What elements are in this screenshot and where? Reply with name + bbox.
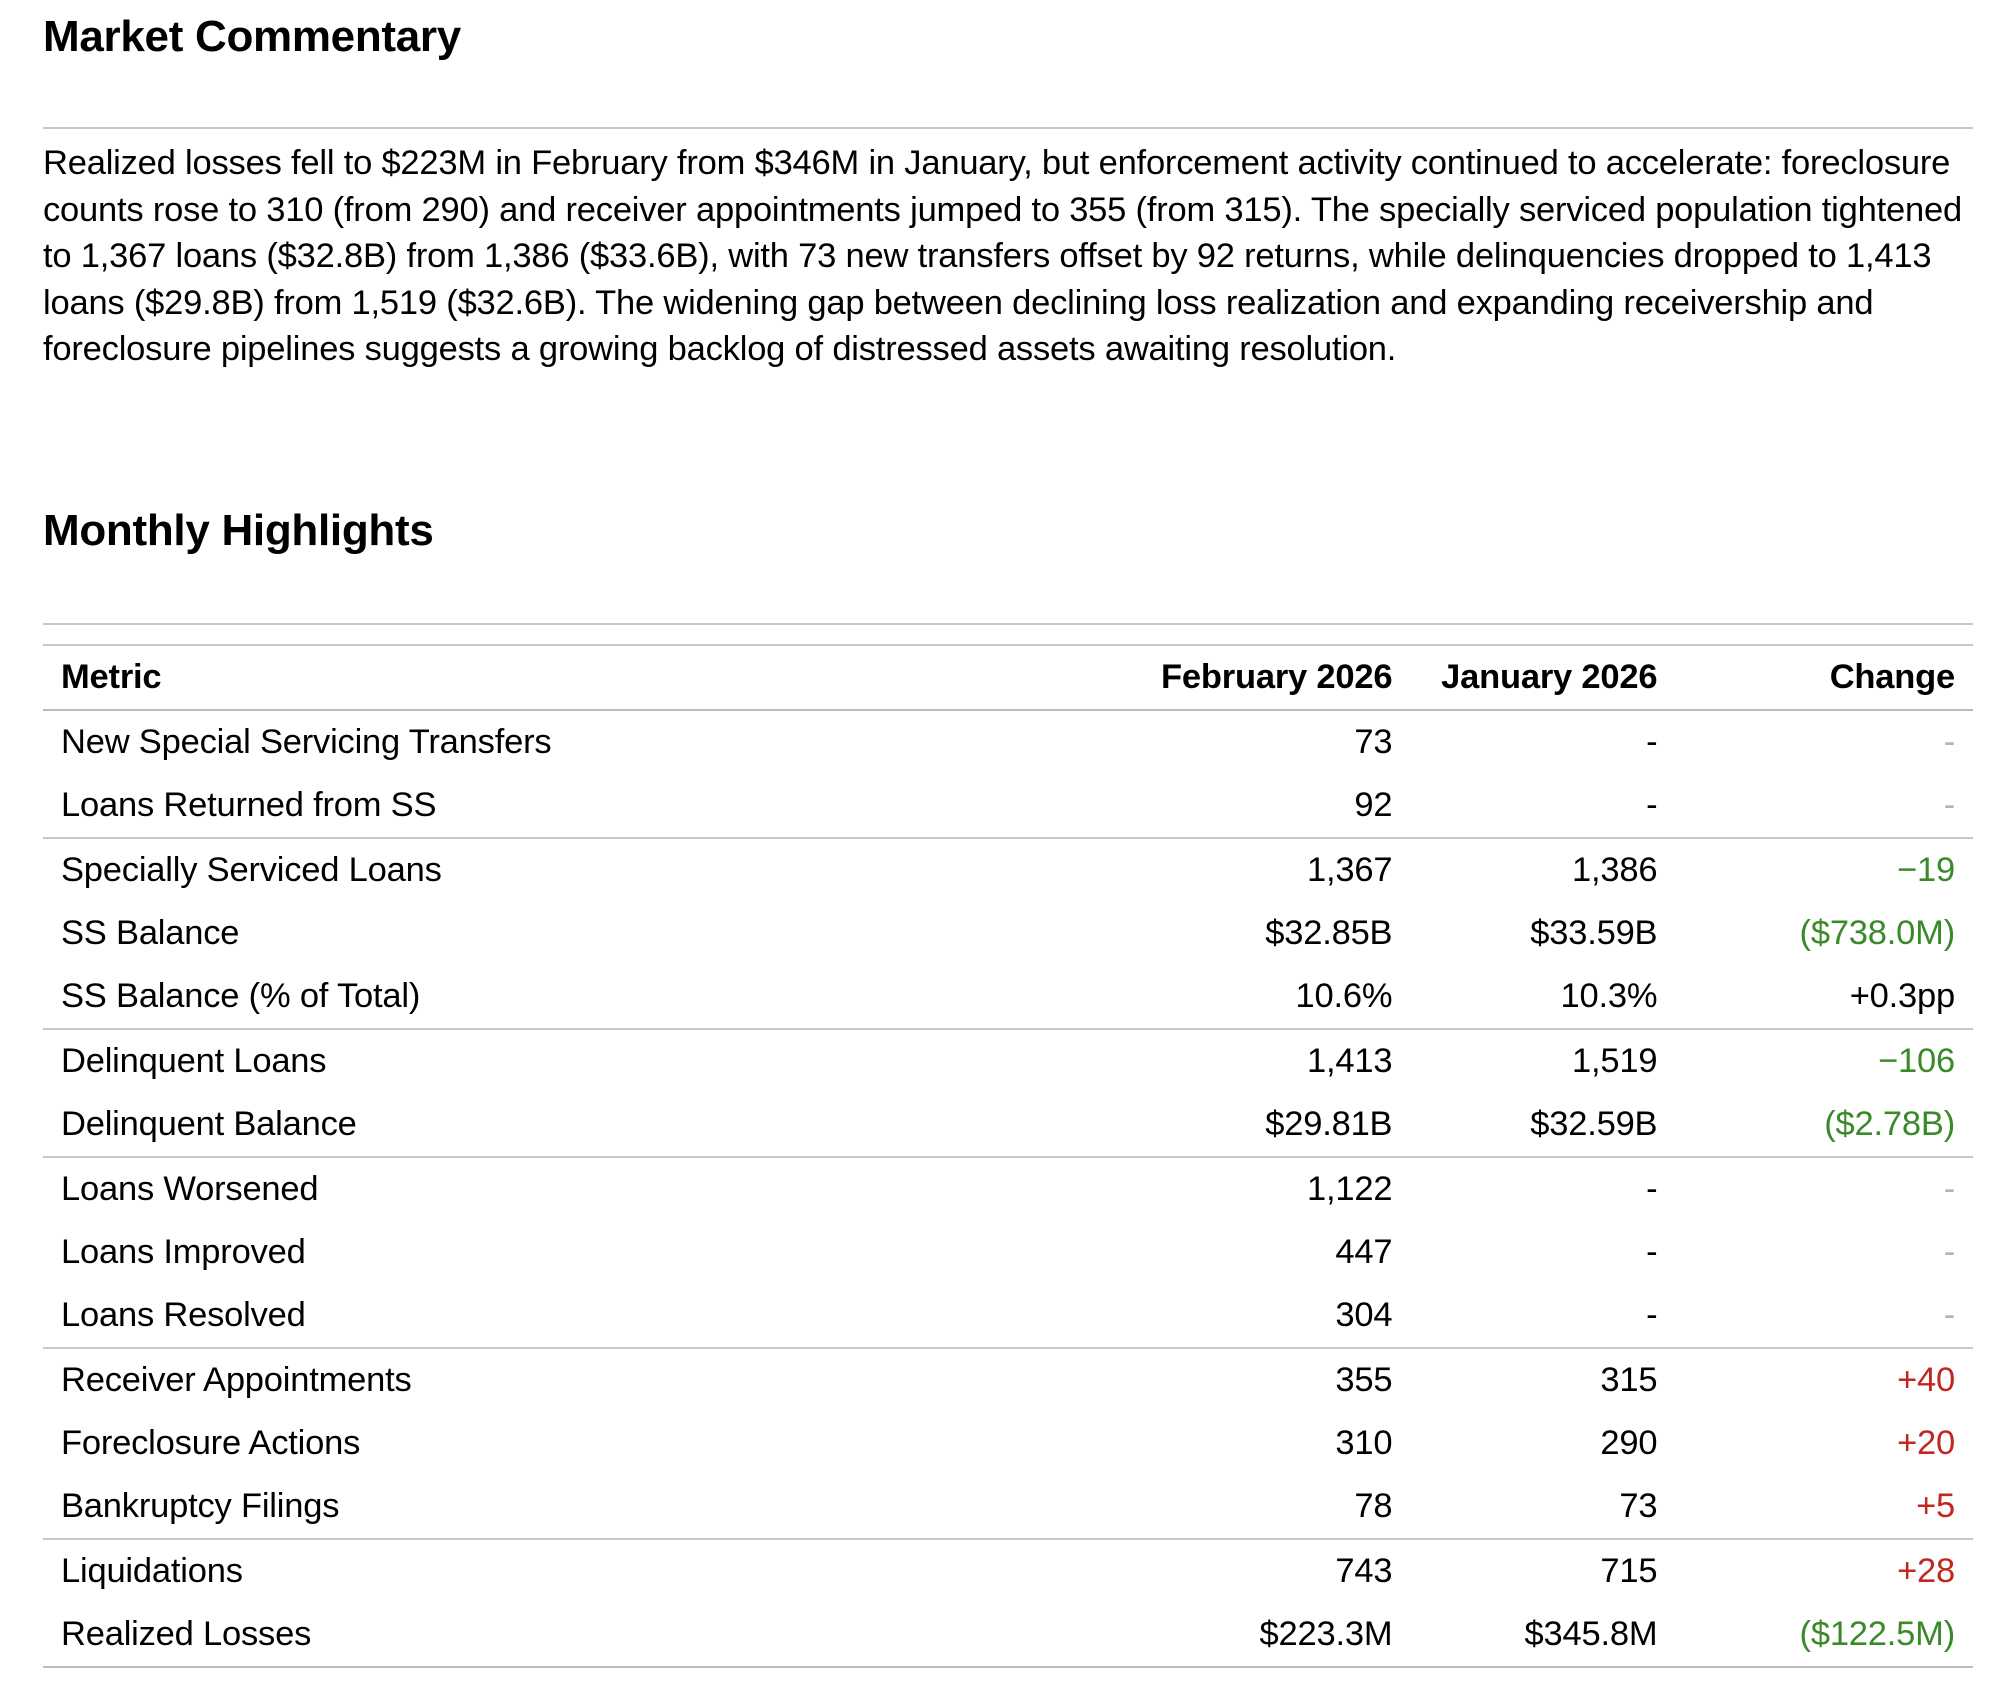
change-value-cell: +20: [1897, 1424, 1955, 1462]
column-header-january-2026: January 2026: [1410, 646, 1675, 710]
column-header-change: Change: [1675, 646, 1973, 710]
column-header-february-2026: February 2026: [1143, 646, 1410, 710]
column-header-metric: Metric: [43, 646, 1143, 710]
change-value-cell: -: [1943, 723, 1955, 761]
february-value-cell: 304: [1143, 1284, 1410, 1348]
february-value-cell: 355: [1335, 1361, 1393, 1399]
commentary-divider: [43, 127, 1973, 129]
january-value-cell: -: [1646, 723, 1658, 761]
february-value-cell: 1,413: [1307, 1042, 1393, 1080]
table-row: [43, 902, 1973, 965]
change-value-cell: +28: [1897, 1552, 1955, 1590]
metric-cell: New Special Servicing Transfers: [61, 723, 552, 761]
table-row: [43, 1412, 1973, 1475]
metric-cell: Delinquent Loans: [61, 1042, 327, 1080]
table-row: [43, 1157, 1973, 1221]
january-value-cell: $32.59B: [1410, 1093, 1675, 1157]
february-value-cell: 743: [1335, 1552, 1393, 1590]
february-value-cell: 1,122: [1307, 1170, 1393, 1208]
change-value-cell: ($2.78B): [1675, 1093, 1973, 1157]
february-value-cell: 10.6%: [1143, 965, 1410, 1029]
change-value-cell: -: [1943, 1170, 1955, 1208]
market-commentary-text: Realized losses fell to $223M in February from $346M in January, but enforcement activity continued to accelerate: foreclosure counts rose to 310 (from 290) and receiver appointments jumped to 355 (from 315). The specially serviced population tightened to 1,367 loans ($32.8B) from 1,386 ($33.6B), with 73 new transfers offset by 92 returns, while delinquencies dropped to 1,413 loans ($29.8B) from 1,519 ($32.6B). The widening gap between declining loss realization and expanding receivership and foreclosure pipelines suggests a growing backlog of distressed assets awaiting resolution.: [43, 144, 1962, 368]
metric-cell: Liquidations: [61, 1552, 243, 1590]
table-row: [43, 774, 1973, 838]
february-value-cell: 78: [1143, 1475, 1410, 1539]
market-commentary-heading: Market Commentary: [43, 12, 461, 61]
change-value-cell: ($122.5M): [1675, 1603, 1973, 1667]
january-value-cell: $345.8M: [1410, 1603, 1675, 1667]
january-value-cell: 315: [1600, 1361, 1658, 1399]
change-value-cell: +40: [1897, 1361, 1955, 1399]
table-row: [43, 1348, 1973, 1412]
metric-cell: Foreclosure Actions: [61, 1424, 361, 1462]
january-value-cell: 1,386: [1572, 851, 1658, 889]
january-value-cell: -: [1410, 1284, 1675, 1348]
metric-cell: Loans Worsened: [61, 1170, 319, 1208]
change-value-cell: −106: [1878, 1042, 1955, 1080]
january-value-cell: 10.3%: [1410, 965, 1675, 1029]
metric-cell: Realized Losses: [43, 1603, 1143, 1667]
table-top-rule: [43, 623, 1973, 625]
january-value-cell: -: [1646, 1170, 1658, 1208]
february-value-cell: 310: [1335, 1424, 1393, 1462]
change-value-cell: ($738.0M): [1799, 914, 1955, 952]
change-value-cell: +5: [1675, 1475, 1973, 1539]
table-row: [43, 1603, 1973, 1667]
metric-cell: Delinquent Balance: [43, 1093, 1143, 1157]
table-row: [43, 1029, 1973, 1093]
metric-cell: Bankruptcy Filings: [43, 1475, 1143, 1539]
january-value-cell: 290: [1600, 1424, 1658, 1462]
change-value-cell: +0.3pp: [1675, 965, 1973, 1029]
january-value-cell: 73: [1410, 1475, 1675, 1539]
metric-cell: Specially Serviced Loans: [61, 851, 442, 889]
february-value-cell: 1,367: [1307, 851, 1393, 889]
table-row: [43, 710, 1973, 774]
change-value-cell: -: [1675, 774, 1973, 838]
metric-cell: SS Balance: [61, 914, 240, 952]
metric-cell: Loans Returned from SS: [43, 774, 1143, 838]
january-value-cell: 1,519: [1572, 1042, 1658, 1080]
metric-cell: Loans Resolved: [43, 1284, 1143, 1348]
table-row: [43, 1284, 1973, 1348]
table-row: [43, 1475, 1973, 1539]
february-value-cell: 447: [1335, 1233, 1393, 1271]
february-value-cell: $32.85B: [1265, 914, 1393, 952]
change-value-cell: -: [1675, 1284, 1973, 1348]
january-value-cell: -: [1410, 774, 1675, 838]
february-value-cell: $29.81B: [1143, 1093, 1410, 1157]
february-value-cell: 73: [1354, 723, 1393, 761]
change-value-cell: -: [1943, 1233, 1955, 1271]
february-value-cell: $223.3M: [1143, 1603, 1410, 1667]
table-row: [43, 838, 1973, 902]
change-value-cell: −19: [1897, 851, 1955, 889]
table-row: [43, 965, 1973, 1029]
table-row: [43, 1093, 1973, 1157]
monthly-highlights-heading: Monthly Highlights: [43, 506, 434, 555]
metric-cell: Loans Improved: [61, 1233, 306, 1271]
january-value-cell: 715: [1600, 1552, 1658, 1590]
table-row: [43, 1221, 1973, 1284]
table-header-row: [43, 646, 1973, 710]
highlights-table: [43, 646, 1973, 1668]
metric-cell: Receiver Appointments: [61, 1361, 412, 1399]
metric-cell: SS Balance (% of Total): [43, 965, 1143, 1029]
february-value-cell: 92: [1143, 774, 1410, 838]
table-row: [43, 1539, 1973, 1603]
january-value-cell: -: [1646, 1233, 1658, 1271]
january-value-cell: $33.59B: [1530, 914, 1658, 952]
